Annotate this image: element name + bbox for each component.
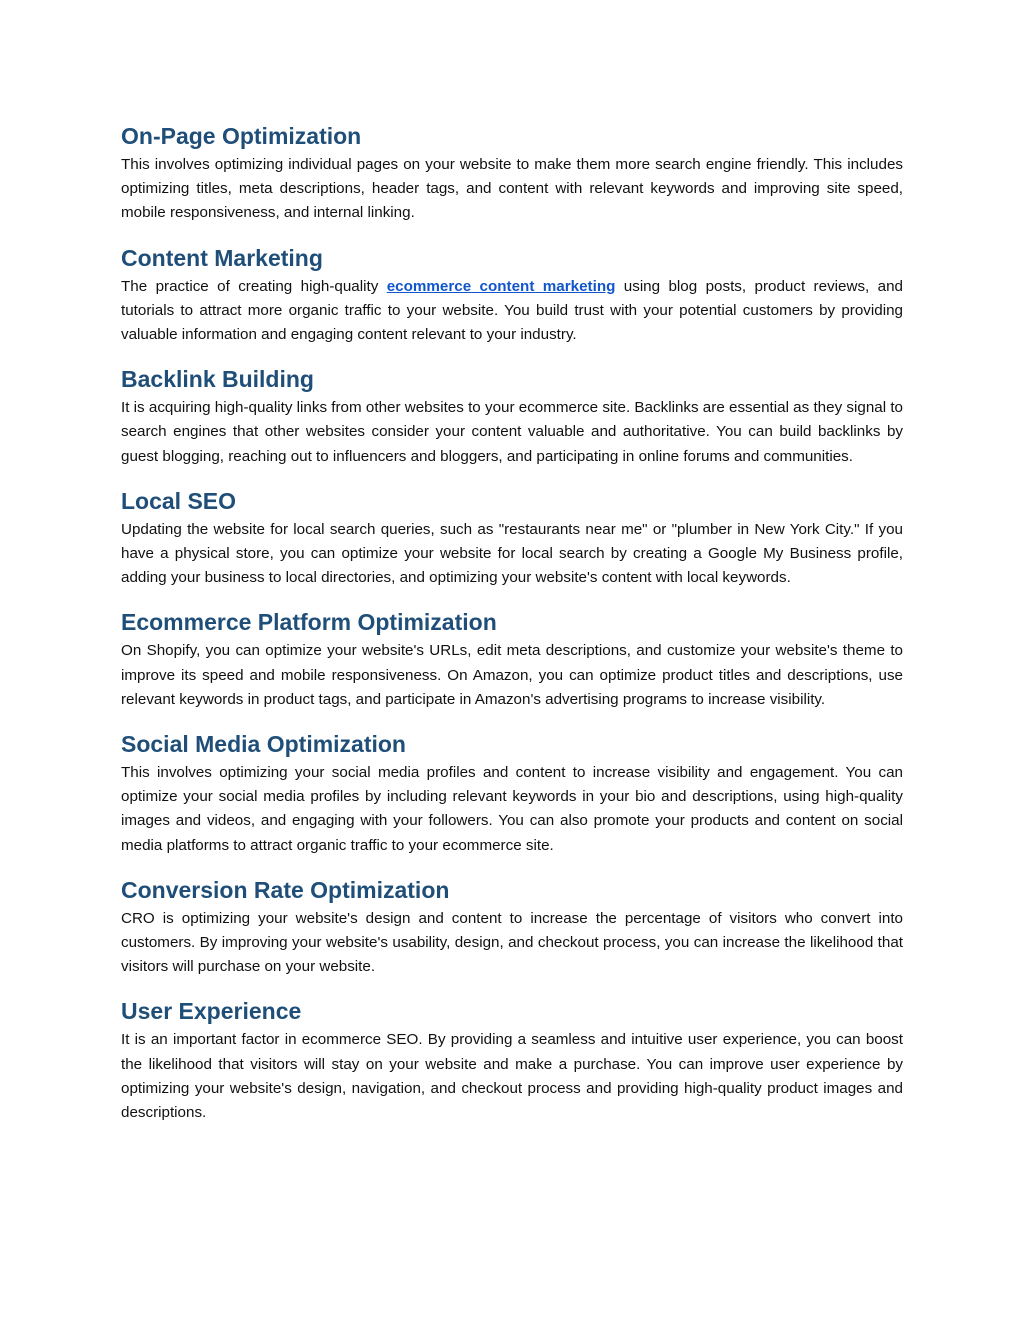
- section-paragraph: It is an important factor in ecommerce SEO. By providing a seamless and intuitive user experience, you can boost the likelihood that visitors will stay on your website and make a purchase. You can improve user experience by optimizing your website's design, navigation, and checkout process and providing high-quality product images and descriptions.: [121, 1031, 903, 1122]
- section-paragraph: It is acquiring high-quality links from other websites to your ecommerce site. Backlinks are essential as they signal to search engines that other websites consider your content valuable and authoritative. You can build backlinks by guest blogging, reaching out to influencers and bloggers, and participating in online forums and communities.: [121, 399, 903, 465]
- document-page: [121, 121, 903, 1142]
- section-user-experience: [121, 996, 903, 1125]
- section-heading: Content Marketing: [121, 244, 323, 271]
- section-heading: Backlink Building: [121, 366, 314, 393]
- section-local-seo: [121, 486, 903, 591]
- section-heading: Local SEO: [121, 487, 237, 514]
- section-social-media-optimization: [121, 729, 903, 858]
- section-on-page-optimization: [121, 121, 903, 226]
- section-heading: Social Media Optimization: [121, 731, 406, 758]
- section-paragraph: On Shopify, you can optimize your website's URLs, edit meta descriptions, and customize your website's theme to improve its speed and mobile responsiveness. On Amazon, you can optimize product titles and descriptions, use relevant keywords in product tags, and participate in Amazon's advertising programs to increase visibility.: [121, 642, 903, 708]
- paragraph-text-before-link: The practice of creating high-quality: [121, 277, 387, 295]
- section-heading: Conversion Rate Optimization: [121, 876, 450, 903]
- section-heading: User Experience: [121, 998, 302, 1025]
- section-backlink-building: [121, 364, 903, 469]
- section-conversion-rate-optimization: [121, 875, 903, 980]
- section-heading: On-Page Optimization: [121, 123, 362, 149]
- section-paragraph: Updating the website for local search queries, such as "restaurants near me" or "plumber in New York City." If you have a physical store, you can optimize your website for local search by creating a Google My Business profile, adding your business to local directories, and optimizing your website's content with local keywords.: [121, 520, 903, 587]
- ecommerce-content-marketing-link[interactable]: ecommerce content marketing: [386, 277, 616, 295]
- section-ecommerce-platform-optimization: [121, 607, 903, 712]
- section-paragraph: This involves optimizing individual pages on your website to make them more search engine friendly. This includes optimizing titles, meta descriptions, header tags, and content with relevant keywords and improving site speed, mobile responsiveness, and internal linking.: [121, 156, 903, 222]
- section-paragraph: [121, 275, 903, 348]
- section-paragraph: This involves optimizing your social media profiles and content to increase visibility and engagement. You can optimize your social media profiles by including relevant keywords in your bio and descriptions, using high-quality images and videos, and engaging with your followers. You can also promote your products and content on social media platforms to attract organic traffic to your ecommerce site.: [121, 764, 903, 854]
- section-paragraph: CRO is optimizing your website's design and content to increase the percentage of visitors who convert into customers. By improving your website's usability, design, and checkout process, you can increase the likelihood that visitors will purchase on your website.: [121, 909, 903, 976]
- paragraph-text-after-link: using blog posts, product reviews, and tutorials to attract more organic traffic to your website. You build trust with your potential customers by providing valuable information and engaging content relevant to your industry.: [121, 277, 903, 344]
- section-heading: Ecommerce Platform Optimization: [121, 609, 497, 636]
- section-content-marketing: [121, 243, 903, 348]
